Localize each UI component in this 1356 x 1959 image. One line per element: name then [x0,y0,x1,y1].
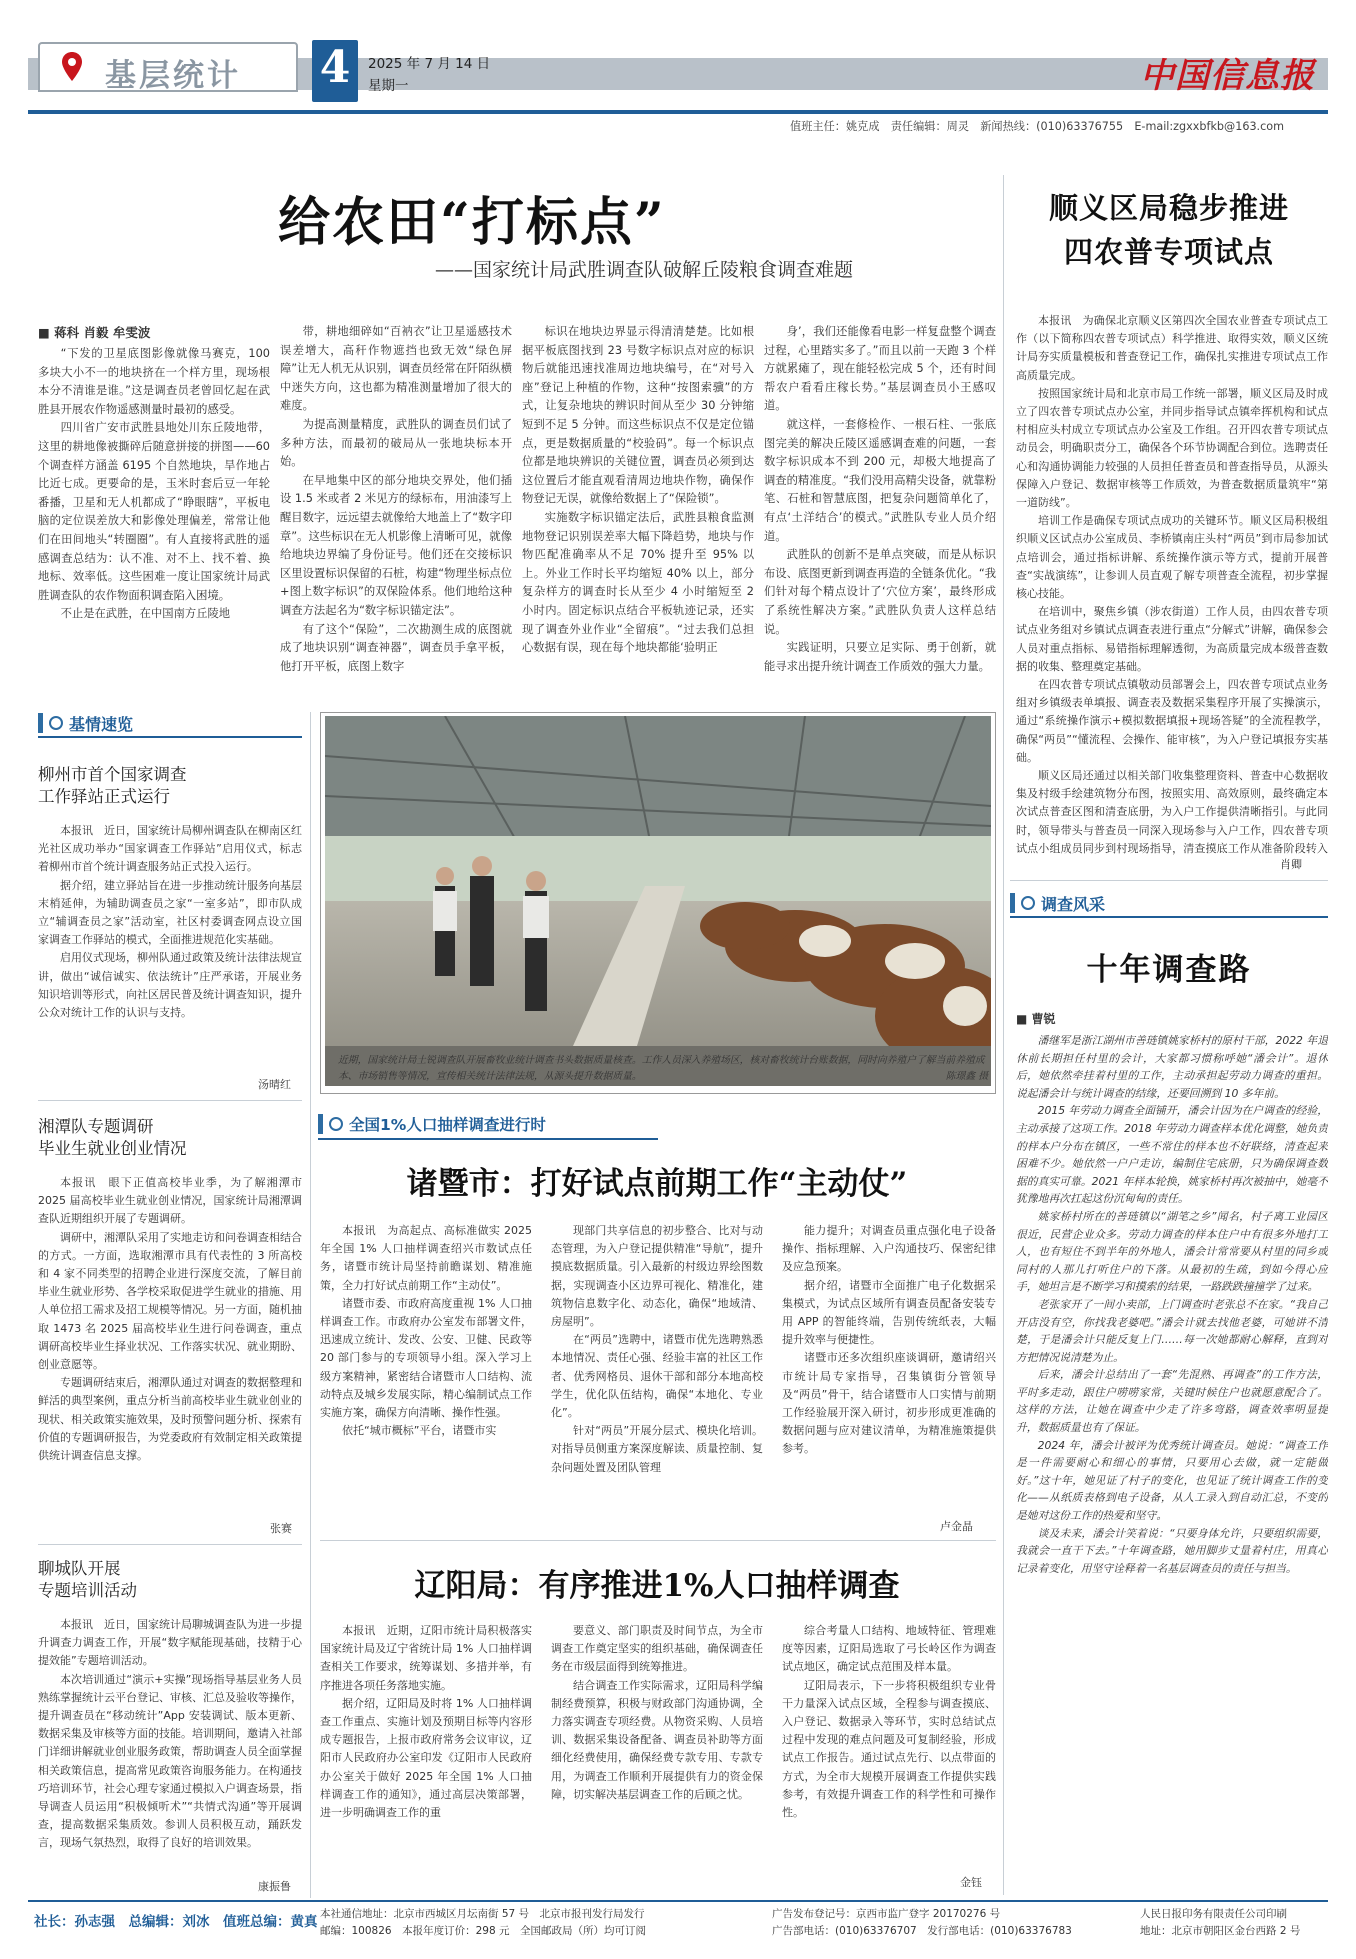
header-rule [1010,916,1328,918]
paragraph: 要意义、部门职责及时间节点，为全市调查工作奠定坚实的组织基础，确保调查任务在市级层面得到统筹推进。 [551,1624,763,1674]
zhuji-sign: 卢金晶 [940,1520,973,1533]
paragraph: 带，耕地细碎如“百衲衣”让卫星遥感技术误差增大，高秆作物遮挡也致无效“绿色屏障”让无人机无从识别，调查员经常在阡陌纵横中迷失方向，这也都为精准测量增加了很大的难度。 [280,325,512,413]
editors-line: 值班主任：姚克成 责任编辑：周灵 新闻热线：(010)63376755 E-mail:zgxxbfkb@163.com [790,120,1285,133]
shunyi-sign: 肖卿 [1280,858,1302,871]
footer-rule [28,1900,1328,1902]
paragraph: 据介绍，建立驿站旨在进一步推动统计服务向基层末梢延伸，为辅助调查员之家“一室多站”，即市队成立“辅调查员之家”活动室，社区村委调查网点设立国家调查工作驿站的模式，全面推进规范化实基础。 [38,878,302,947]
paragraph: 武胜队的创新不是单点突破，而是从标识布设、底图更新到调查再造的全链条优化。“我们针对每个精点设计了‘穴位方案’，最终形成了系统性解决方案。”武胜队负责人这样总结说。 [764,548,996,636]
census-banner [318,1110,658,1140]
brief1-sign: 汤晴红 [258,1078,291,1091]
brief3-sign: 康振鲁 [258,1880,291,1893]
paragraph: 针对“两员”开展分层式、模块化培训。对指导员侧重方案深度解读、质量控制、复杂问题处置及团队管理 [551,1424,763,1474]
brief3-title-2: 专题培训活动 [38,1581,137,1600]
paragraph: 诸暨市委、市政府高度重视 1% 人口抽样调查工作。市政府办公室发布部署文件，迅速成立统计、发改、公安、卫健、民政等 20 部门参与的专项领导小组。深入学习上级方案精神，紧密结合诸暨市人口结构、流动特点及城乡发展实际，精心编制试点工作实施方案，确保方向清晰、操作性强。 [320,1296,532,1420]
paragraph: 后来，潘会计总结出了一套“先混熟、再调查”的工作方法，平时多走动，跟住户唠唠家常，关键时候住户也就愿意配合了。这样的方法，让她在调查中少走了许多弯路，调查效率明显提升，数据质量也有了保证。 [1016,1368,1328,1435]
paragraph: 结合调查工作实际需求，辽阳局科学编制经费预算，积极与财政部门沟通协调，全力落实调查专项经费。从物资采购、人员培训、数据采集设备配备、调查员补助等方面细化经费使用，确保经费专款专用、专款专用，为调查工作顺利开展提供有力的资金保障，切实解决基层调查工作的后顾之忧。 [551,1678,763,1801]
masthead-underline [28,110,1328,114]
paragraph: 为提高测量精度，武胜队的调查员们试了多种方法，而最初的破局从一张地块标本开始。 [280,417,512,469]
liaoyang-title: 辽阳局：有序推进1%人口抽样调查 [414,1568,900,1604]
paragraph: 能力提升；对调查员重点强化电子设备操作、指标理解、入户沟通技巧、保密纪律及应急预案。 [782,1224,996,1274]
paragraph: 实施数字标识锚定法后，武胜县粮食监测地物登记识别误差率大幅下降趋势，地块与作物匹配准确率从不足 70% 提升至 95% 以上。外业工作时长平均缩短 40% 以上，部分复杂样方的调查时长从至少 4 小时缩短至 2 小时内。固定标识点结合平板轨迹记录，还实现了调查外业作业“全留痕”。“过去我们总担心数据有误，现在每个地块都能‘验明正 [522,510,754,655]
lead-column-3 [522,323,754,705]
paragraph: 实践证明，只要立足实际、勇于创新，就能寻求出提升统计调查工作质效的强大力量。 [764,641,996,673]
section-divider [320,1540,996,1541]
brief3-body [38,1616,302,1878]
section-name: 基层统计 [105,58,241,94]
circle-icon [1021,896,1035,910]
header-bar [38,713,43,733]
header-rule [38,736,302,738]
zhuji-column-1 [320,1222,532,1532]
fengcai-header-label: 调查风采 [1041,894,1106,914]
brief3-title-1: 聊城队开展 [38,1559,121,1578]
jiqing-header [38,712,133,734]
photo-caption [338,1053,988,1085]
liaoyang-column-1 [320,1622,532,1884]
paragraph: 启用仪式现场，柳州队通过政策及统计法律法规宣讲，做出“诚信诚实、依法统计”庄严承诺，开展业务知识培训等形式，向社区居民普及统计调查知识，提升公众对统计工作的认识与支持。 [38,951,302,1020]
paragraph: 据介绍，辽阳局及时将 1% 人口抽样调查工作重点、实施计划及预期目标等内容形成专题报告，上报市政府常务会议审议，辽阳市人民政府办公室印发《辽阳市人民政府办公室关于做好 2025 年全国 1% 人口抽样调查工作的通知》，通过高层决策部署，进一步明确调查工作的重 [320,1696,532,1820]
jiqing-header-label: 基情速览 [69,714,134,734]
paragraph: 有了这个“保险”，二次勘测生成的底图就成了地块识别“调查神器”，调查员手拿平板，他打开平板，底图上数字 [280,622,512,673]
lead-column-1 [38,345,270,705]
caption-credit: 陈璟鑫 摄 [945,1071,988,1082]
paragraph: 在培训中，聚焦乡镇（涉农街道）工作人员，由四农普专项试点业务组对乡镇试点调查表进行重点“分解式”讲解，确保参会人员对重点指标、易错指标理解透彻，为高质量完成本级普查数据的收集、整理奠定基础。 [1016,605,1328,673]
column-divider [310,712,311,1898]
cattle-barn-photo [325,716,991,1086]
issue-date: 2025 年 7 月 14 日 [368,56,491,72]
paragraph: 按照国家统计局和北京市局工作统一部署，顺义区局及时成立了四农普专项试点办公室，并同步指导试点镇牵挥机构和试点村相应头村成立专项试点办公室及工作组。召开四农普专项试点动员会，明确职责分工，确保各个环节协调配合到位。选聘责任心和沟通协调能力较强的人员担任普查员和普查指导员，从源头保障入户登记、数据审核等工作质效，为普查数据质量筑牢“第一道防线”。 [1016,386,1328,510]
paragraph: 依托“城市概标”平台，诸暨市实 [342,1424,497,1438]
footer-staff: 社长：孙志强 总编辑：刘冰 值班总编：黄真 [34,1914,318,1930]
issue-weekday: 星期一 [368,78,409,94]
section-divider [1010,880,1328,881]
column-divider [1003,175,1004,1895]
paragraph: 培训工作是确保专项试点成功的关键环节。顺义区局积极组织顺义区试点办公室成员、李桥镇南庄头村“两员”到市局参加试点培训会，通过指标讲解、系统操作演示等方式，提前开展普查“实战演练”，让参训人员直观了解专项普查全流程，初步掌握核心技能。 [1016,514,1328,601]
lead-title: 给农田“打标点” [278,192,666,253]
fengcai-byline: ■ 曹锐 [1016,1012,1056,1026]
paragraph: 辽阳局表示，下一步将积极组织专业骨干力量深入试点区域，全程参与调查摸底、入户登记、数据录入等环节，实时总结试点过程中发现的难点问题及可复制经验，形成试点工作报告。通过试点先行、以点带面的方式，为全市大规模开展调查工作提供实践参考，有效提升调查工作的科学性和可操作性。 [782,1678,996,1820]
paragraph: 2024 年，潘会计被评为优秀统计调查员。她说：“调查工作是一件需要耐心和细心的事情，只要用心去做，就一定能做好。”这十年，她见证了村子的变化，也见证了统计调查工作的变化——从纸质表格到电子设备，从人工录入到自动汇总，不变的是她对这份工作的热爱和坚守。 [1016,1438,1328,1523]
paragraph: 本报讯 近日，国家统计局聊城调查队为进一步提升调查力调查工作，开展“数字赋能现基础，技精于心提效能”专题培训活动。 [38,1618,302,1668]
paragraph: 在早地集中区的部分地块交界处，他们插设 1.5 米或者 2 米见方的绿标布，用油漆写上醒目数字，远远望去就像给大地盖上了“数字印章”。这些标识在无人机影像上清晰可见，就像给地块边界编了身份证号。他们还在交接标识区里设置标识保留的石桩，构建“物理坐标点位+图上数字标识”的双保险体系。他们地给这种调查方法起名为“数字标识锚定法”。 [280,473,512,617]
paragraph: 四川省广安市武胜县地处川东丘陵地带，这里的耕地像被撕碎后随意拼接的拼图——60 个调查样方涵盖 6195 个自然地块，旱作地占比近七成。更要命的是，玉米时套后豆一年轮番播，卫星和无人机都成了“睁眼瞎”，平板电脑的定位误差放大和影像处理偏差，常常让他们在田间地头“转圈圈”。有人直接将武胜的遥感调查总结为：认不准、对不上、找不着、换地标、效率低。这些困难一度让国家统计局武胜调查队的农作物面积调查陷入困境。 [38,421,270,602]
brief1-title-2: 工作驿站正式运行 [38,787,170,806]
paragraph: 就这样，一套修检作、一根石柱、一张底图完美的解决丘陵区遥感调查难的问题，一套数字标识成本不到 200 元，却极大地提高了调查的精准度。“我们没用高精尖设备，就靠粉笔、石桩和智慧底图，把复杂问题简单化了，有点‘土洋结合’的模式。”武胜队专业人员介绍道。 [764,417,996,543]
fengcai-body [1016,1032,1328,1892]
fengcai-title: 十年调查路 [1086,952,1252,988]
paragraph: 调研中，湘潭队采用了实地走访和问卷调查相结合的方式。一方面，选取湘潭市具有代表性的 3 所高校和 4 家不同类型的招聘企业进行深度交流，了解目前毕业生就业形势、各学校采取促进学生就业的措施、用人单位招工需求及招工规模等情况。另一方面，随机抽取 1473 名 2025 届高校毕业生进行问卷调查，重点调研高校毕业生择业状况、工作落实状况、就业期盼、创业意愿等。 [38,1230,302,1372]
paragraph: 顺义区局还通过以相关部门收集整理资料、普查中心数据收集及村级手绘建筑物分布图，按照实用、高效原则，最终确定本次试点普查区图和清查底册，为入户工作提供清晰指引。与此同时，领导带头与普查员一同深入现场参与入户工作，四农普专项试点小组成员同步到村现场指导，清查摸底工作从准备阶段转入 [1016,769,1328,855]
brief2-title-1: 湘潭队专题调研 [38,1117,154,1136]
paragraph: 姚家桥村所在的善琏镇以“湖笔之乡”闻名，村子离工业园区很近，民营企业众多。劳动力调查的样本住户中有很多外地打工人，也有短住不到半年的外地人，潘会计常常要从村里的同乡或同村的人那儿打听住户的下落。从最初的生疏，到如今得心应手，她坦言是不断学习和摸索的结果，一路跌跌撞撞学了过来。 [1016,1209,1328,1294]
paragraph: 现部门共享信息的初步整合、比对与动态管理，为入户登记提供精准“导航”，提升摸底数据质量。引入最新的村级边界绘图数据，实现调查小区边界可视化、精准化，建筑物信息数字化、动态化，确保“地域清、房屋明”。 [551,1224,763,1329]
paragraph: 本报讯 眼下正值高校毕业季，为了解湘潭市 2025 届高校毕业生就业创业情况，国家统计局湘潭调查队近期组织开展了专题调研。 [38,1176,302,1226]
caption-text: 近期，国家统计局土锐调查队开展畜牧业统计调查书头数据质量核查。工作人员深入养殖场区，核对畜牧统计台账数据，同时向养殖户了解当前养殖成本、市场销售等情况，宣传相关统计法律法规，从源头提升数据质量。 [338,1055,985,1082]
paragraph: 2015 年劳动力调查全面铺开，潘会计因为在户调查的经验，主动承接了这项工作。2018 年劳动力调查样本优化调整，她负责的样本户分布在镇区，一些不常住的样本也不好联络，清查起来困难不少。她依然一户户走访，编制住宅底册，只为确保调查数据的真实可靠。2021 年样本轮换，姚家桥村再次被抽中，她毫不犹豫地再次扛起这份沉甸甸的责任。 [1016,1104,1328,1206]
zhuji-title: 诸暨市：打好试点前期工作“主动仗” [406,1166,908,1202]
brief2-sign: 张赛 [270,1522,292,1535]
lead-column-4 [764,323,996,705]
location-pin-icon [60,50,84,84]
footer-printer: 人民日报印务有限责任公司印刷 [1140,1908,1287,1920]
brief1-title-1: 柳州市首个国家调查 [38,765,187,784]
shunyi-title-line-2: 四农普专项试点 [1063,235,1274,269]
paragraph: 据介绍，诸暨市全面推广电子化数据采集模式，为试点区域所有调查员配备安装专用 APP 的智能终端，告别传统纸表，大幅提升效率与便捷性。 [782,1278,996,1347]
brief2-title-2: 毕业生就业创业情况 [38,1139,187,1158]
paragraph: 在四农普专项试点镇敬动员部署会上，四农普专项试点业务组对乡镇级表单填报、调查表及数据采集程序开展了实操演示，通过“系统操作演示+模拟数据填报+现场答疑”的全流程教学，确保“两员”“懂流程、会操作、能审核”，为入户登记填报夯实基础。 [1016,678,1328,764]
zhuji-column-2 [551,1222,763,1532]
circle-icon [49,716,63,730]
census-banner-label: 全国1%人口抽样调查进行时 [349,1116,546,1134]
footer-address: 本社通信地址：北京市西城区月坛南街 57 号 北京市报刊发行局发行 [320,1908,645,1920]
liaoyang-column-3 [782,1622,996,1872]
paragraph: 身’，我们还能像看电影一样复盘整个调查过程，心里踏实多了。”而且以前一天跑 3 个样方就累瘫了，现在能轻松完成 5 个，还有时间帮农户看看庄稼长势。”基层调查员小王感叹道。 [764,325,996,413]
paragraph: 潘继军是浙江湖州市善琏镇姚家桥村的原村干部，2022 年退休前长期担任村里的会计，大家都习惯称呼她“潘会计”。退休后，她依然牵挂着村里的工作，主动承担起劳动力调查的重担。说起潘会计与统计调查的结缘，还要回溯到 10 多年前。 [1016,1034,1328,1100]
brief-divider [38,1100,302,1101]
circle-icon [329,1117,343,1131]
paragraph: 诸暨市还多次组织座谈调研，邀请绍兴市统计局专家指导，召集镇街分管领导及“两员”骨干，结合诸暨市人口实情与前期工作经验展开深入研讨，初步形成更准确的数据问题与应对建议清单，为精准施策提供参考。 [782,1351,996,1456]
paragraph: 标识在地块边界显示得清清楚楚。比如根据平板底图找到 23 号数字标识点对应的标识物后就能迅速找准周边地块编号，在“对号入座”登记上种植的作物，这种“按图索骥”的方式，让复杂地块的辨识时间从至少 30 分钟缩短到不足 5 分钟。而这些标识点不仅是定位锚点，更是数据质量的“校验码”。每一个标识点位都是地块辨识的关键位置，调查员必须到达这位置后才能直观看清周边地块作物，确保作物登记无误，就像给数据上了“保险锁”。 [522,325,754,506]
lead-column-2 [280,323,512,705]
paragraph: 本报讯 为高起点、高标准做实 2025 年全国 1% 人口抽样调查绍兴市数试点任务，诸暨市统计局坚持前瞻谋划、精准施策，全力打好试点前期工作“主动仗”。 [320,1224,532,1292]
brief2-body [38,1174,302,1520]
paragraph: 综合考量人口结构、地域特征、管理难度等因素，辽阳局选取了弓长岭区作为调查试点地区，确定试点范围及样本量。 [782,1624,996,1674]
footer-printer-address: 地址：北京市朝阳区金台西路 2 号 [1140,1925,1301,1937]
lead-byline: ■ 蒋科 肖毅 牟雯波 [38,325,151,340]
paragraph: 本次培训通过“演示+实操”现场指导基层业务人员熟练掌握统计云平台登记、审核、汇总及验收等操作，提升调查员在“移动统计”App 安装调试、版本更新、数据采集及审核等方面的技能。培训期间，邀请入社部门详细讲解就业创业服务政策，帮助调查人员全面掌握相关政策信息，提高常见政策咨询服务能力。在构通技巧培训环节，社会心理专家通过模拟入户调查场景，指导调查人员运用“积极倾听术”“共情式沟通”等开展调查，提高数据采集质效。参训人员积极互动，踊跃发言，现场气氛热烈，取得了良好的培训效果。 [38,1672,302,1850]
banner-bar [318,1114,323,1134]
brief1-body [38,822,302,1076]
lead-subtitle: ——国家统计局武胜调查队破解丘陵粮食调查难题 [435,259,854,281]
shunyi-body [1016,312,1328,856]
paper-logo: 中国信息报 [1140,56,1315,96]
paragraph: 本报讯 近日，国家统计局柳州调查队在柳南区红光社区成功举办“国家调查工作驿站”启用仪式，标志着柳州市首个统计调查服务站正式投入运行。 [38,824,302,874]
masthead [0,0,1356,133]
paragraph: “下发的卫星底图影像就像马赛克，100 多块大小不一的地块挤在一个样方里，现场根本分不清谁是谁。”这是调查员老曾回忆起在武胜县开展农作物遥感测量时最初的感受。 [38,347,270,416]
fengcai-header [1010,892,1105,914]
header-bar [1010,893,1015,913]
paragraph: 不止是在武胜，在中国南方丘陵地 [60,607,231,621]
paragraph: 本报讯 近期，辽阳市统计局积极落实国家统计局及辽宁省统计局 1% 人口抽样调查相关工作要求，统筹谋划、多措并举，有序推进各项任务落地实施。 [320,1624,532,1692]
paragraph: 本报讯 为确保北京顺义区第四次全国农业普查专项试点工作（以下简称四农普专项试点）科学推进、取得实效，顺义区统计局夯实质量模板和普查登记工作，确保扎实推进专项试点工作高质量完成。 [1016,314,1328,382]
paragraph: 在“两员”选聘中，诸暨市优先选聘熟悉本地情况、责任心强、经验丰富的社区工作者、优秀网格员、退休干部和部分本地高校学生，优化队伍结构，确保“本地化、专业化”。 [551,1333,763,1420]
footer-ad-license: 广告发布登记号：京西市监广登字 20170276 号 [772,1908,1001,1920]
zhuji-column-3 [782,1222,996,1518]
footer-subscription: 邮编：100826 本报年度订价：298 元 全国邮政局（所）均可订阅 [320,1925,646,1937]
paragraph: 老张家开了一间小卖部，上门调查时老张总不在家。“我自己开店没有空，你找我老婆吧。”潘会计就去找他老婆，可她讲不清楚，于是潘会计只能反复上门……每一次她都耐心解释，直到对方把情况说清楚为止。 [1016,1297,1328,1364]
paragraph: 谈及未来，潘会计笑着说：“只要身体允许，只要组织需要，我就会一直干下去。”十年调查路，她用脚步丈量着村庄，用真心记录着变化，用坚守诠释着一名基层调查员的责任与担当。 [1016,1526,1328,1575]
footer-phones: 广告部电话：(010)63376707 发行部电话：(010)63376783 [772,1925,1072,1937]
page-number: 4 [319,42,351,93]
brief-divider [38,1544,302,1545]
liaoyang-column-2 [551,1622,763,1884]
paragraph: 专题调研结束后，湘潭队通过对调查的数据整理和鲜活的典型案例，重点分析当前高校毕业生就业创业的现状、相关政策实施效果，及时预警问题分析、探索有价值的专题调研报告，为党委政府有效制定相关政策提供统计调查信息支撑。 [38,1376,302,1463]
liaoyang-sign: 金钰 [960,1876,982,1889]
shunyi-title-line-1: 顺义区局稳步推进 [1048,191,1289,225]
